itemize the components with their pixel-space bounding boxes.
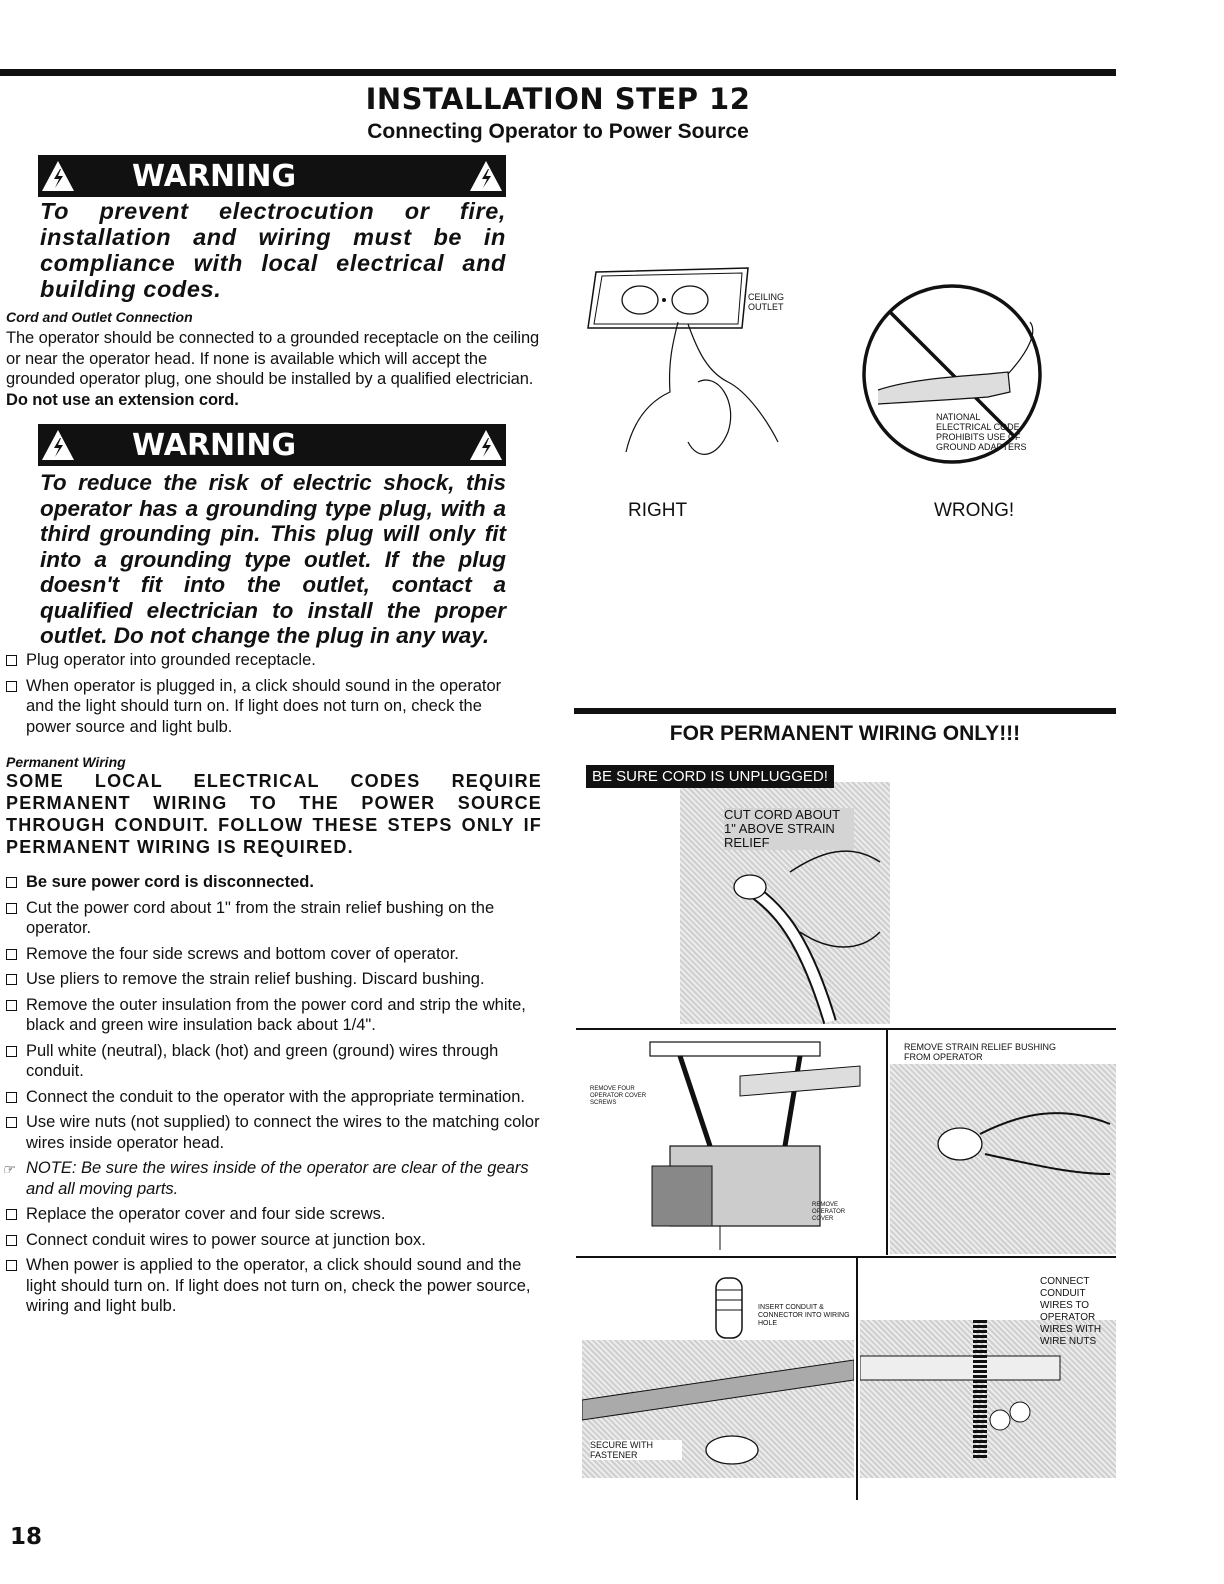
wrong-adapter-illustration xyxy=(858,262,1048,482)
emphasis-text: Do not use an extension cord. xyxy=(6,390,239,409)
remove-screws-label: REMOVE FOUR OPERATOR COVER SCREWS xyxy=(590,1086,647,1106)
list-item: Use wire nuts (not supplied) to connect the wires to the matching color wires inside operator head. xyxy=(0,1112,540,1153)
cut-cord-label: CUT CORD ABOUT 1" ABOVE STRAIN RELIEF xyxy=(724,808,854,850)
insert-conduit-label: INSERT CONDUIT & CONNECTOR INTO WIRING HOLE xyxy=(758,1304,850,1327)
page-header xyxy=(0,82,1116,144)
remove-cover-label: REMOVE OPERATOR COVER xyxy=(812,1202,846,1222)
unplugged-banner: BE SURE CORD IS UNPLUGGED! xyxy=(586,765,834,788)
checkbox-icon xyxy=(6,877,17,888)
checkbox-icon xyxy=(6,1092,17,1103)
section-heading: Permanent Wiring xyxy=(6,754,126,770)
checklist xyxy=(0,650,530,742)
warning-shock-icon xyxy=(38,156,78,196)
wrong-label: WRONG! xyxy=(934,500,1015,521)
checkbox-icon xyxy=(6,903,17,914)
warning-text: To reduce the risk of electric shock, this operator has a grounding type plug, with a third grounding pin. This plug will only fit into a grounding type outlet. If the plug doesn't fit into the outlet, contact a qualified electrician to install the proper outlet. Do not change the plug in any way. xyxy=(40,470,506,648)
figure-divider xyxy=(886,1028,888,1255)
list-item: Be sure power cord is disconnected. xyxy=(0,872,540,893)
pointing-hand-icon: ☞ xyxy=(2,1161,15,1177)
right-outlet-illustration xyxy=(578,262,808,477)
list-item: When power is applied to the operator, a click should sound and the light should turn on. If light does not turn on, check the power source, wiring and light bulb. xyxy=(0,1255,540,1317)
figure-divider xyxy=(856,1256,858,1500)
warning-text: To prevent electrocution or fire, installation and wiring must be in compliance with local electrical and building codes. xyxy=(40,198,506,302)
warning-label: WARNING xyxy=(132,158,297,194)
list-item: Remove the outer insulation from the power cord and strip the white, black and green wire insulation back about 1/4". xyxy=(0,995,540,1036)
checkbox-icon xyxy=(6,949,17,960)
checkbox-icon xyxy=(6,1209,17,1220)
checkbox-icon xyxy=(6,1117,17,1128)
warning-shock-icon xyxy=(38,425,78,465)
page-subtitle: Connecting Operator to Power Source xyxy=(367,120,749,143)
checkbox-icon xyxy=(6,1000,17,1011)
checkbox-icon xyxy=(6,1260,17,1271)
list-item: Replace the operator cover and four side screws. xyxy=(0,1204,540,1225)
checkbox-icon xyxy=(6,1046,17,1057)
page-title: INSTALLATION STEP 12 xyxy=(365,82,751,116)
section-heading: Cord and Outlet Connection xyxy=(6,309,193,325)
list-item: When operator is plugged in, a click should sound in the operator and the light should turn on. If light does not turn on, check the power source and light bulb. xyxy=(0,676,530,738)
note-item: ☞ NOTE: Be sure the wires inside of the operator are clear of the gears and all moving parts. xyxy=(2,1159,529,1198)
list-item: Plug operator into grounded receptacle. xyxy=(0,650,530,671)
section-rule xyxy=(574,708,1116,714)
secure-fastener-label: SECURE WITH FASTENER xyxy=(590,1440,682,1460)
list-item: Connect the conduit to the operator with the appropriate termination. xyxy=(0,1087,540,1108)
warning-label: WARNING xyxy=(132,427,297,463)
page-number: 18 xyxy=(10,1524,43,1550)
list-item: Cut the power cord about 1" from the strain relief bushing on the operator. xyxy=(0,898,540,939)
cord-outlet-section xyxy=(6,309,546,410)
warning-banner xyxy=(38,155,506,197)
top-rule xyxy=(0,69,1116,76)
connect-wires-label: CONNECT CONDUIT WIRES TO OPERATOR WIRES WITH WIRE NUTS xyxy=(1040,1276,1102,1347)
list-item: Connect conduit wires to power source at junction box. xyxy=(0,1230,540,1251)
figure-rule xyxy=(576,1028,1116,1030)
checkbox-icon xyxy=(6,974,17,985)
ceiling-outlet-label: CEILING OUTLET xyxy=(748,292,785,312)
checkbox-icon xyxy=(6,655,17,666)
permanent-wiring-header: FOR PERMANENT WIRING ONLY!!! xyxy=(669,722,1021,745)
checklist xyxy=(0,872,540,1322)
warning-shock-icon xyxy=(466,156,506,196)
list-item: Use pliers to remove the strain relief bushing. Discard bushing. xyxy=(0,969,540,990)
remove-bushing-illustration xyxy=(890,1064,1116,1254)
figure-rule xyxy=(576,1256,1116,1258)
conduit-connector-illustration xyxy=(704,1270,754,1350)
nec-note: NATIONAL ELECTRICAL CODE PROHIBITS USE OF GROUND ADAPTERS xyxy=(936,412,1027,452)
right-label: RIGHT xyxy=(628,500,688,521)
list-item: Remove the four side screws and bottom cover of operator. xyxy=(0,944,540,965)
permanent-wiring-section xyxy=(6,754,542,858)
code-requirement-text: SOME LOCAL ELECTRICAL CODES REQUIRE PERMANENT WIRING TO THE POWER SOURCE THROUGH CONDUIT. FOLLOW THESE STEPS ONLY IF PERMANENT WIRING IS REQUIRED. xyxy=(6,771,542,857)
remove-cover-illustration xyxy=(590,1036,870,1250)
checkbox-icon xyxy=(6,1235,17,1246)
list-item: Pull white (neutral), black (hot) and green (ground) wires through conduit. xyxy=(0,1041,540,1082)
warning-banner xyxy=(38,424,506,466)
section-body xyxy=(6,328,546,410)
warning-shock-icon xyxy=(466,425,506,465)
remove-bushing-label: REMOVE STRAIN RELIEF BUSHING FROM OPERATOR xyxy=(904,1042,1057,1062)
checkbox-icon xyxy=(6,681,17,692)
body-text: The operator should be connected to a grounded receptacle on the ceiling or near the operator head. If none is available which will accept the grounded operator plug, one should be installed by a qualified electrician. xyxy=(6,329,540,388)
